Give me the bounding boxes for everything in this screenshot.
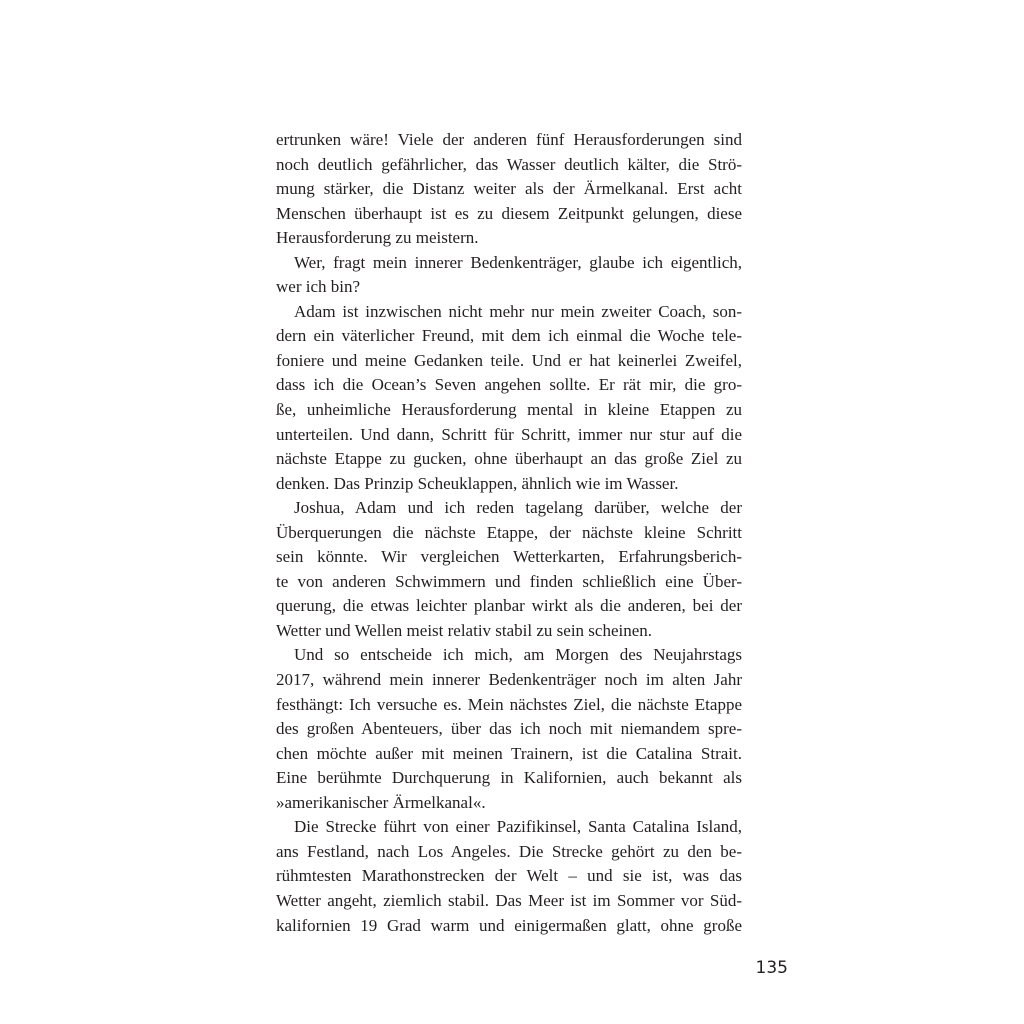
text-line: sein könnte. Wir vergleichen Wetterkarten, Erfahrungsberich- [276,547,742,567]
text-line: Joshua, Adam und ich reden tagelang darüber, welche der [294,498,742,518]
text-line: foniere und meine Gedanken teile. Und er hat keinerlei Zweifel, [276,350,742,370]
text-line: nächste Etappe zu gucken, ohne überhaupt an das große Ziel zu [276,449,742,469]
text-line: querung, die etwas leichter planbar wirkt als die anderen, bei der [276,596,742,616]
text-line: »amerikanischer Ärmelkanal«. [276,792,486,812]
text-line: Und so entscheide ich mich, am Morgen des Neujahrstags [294,645,742,665]
text-line: ertrunken wäre! Viele der anderen fünf Herausforderungen sind [276,130,742,149]
text-line: kalifornien 19 Grad warm und einigermaßen glatt, ohne große [276,915,742,935]
text-line: dern ein väterlicher Freund, mit dem ich einmal die Woche tele- [276,326,742,346]
text-line: mung stärker, die Distanz weiter als der Ärmelkanal. Erst acht [276,179,742,199]
text-line: Wetter angeht, ziemlich stabil. Das Meer ist im Sommer vor Süd- [276,890,742,910]
body-text [276,128,742,938]
text-line: Adam ist inzwischen nicht mehr nur mein zweiter Coach, son- [294,301,742,321]
text-line: te von anderen Schwimmern und finden schließlich eine Über- [276,571,742,591]
text-line: chen möchte außer mit meinen Trainern, ist die Catalina Strait. [276,743,742,763]
text-line: festhängt: Ich versuche es. Mein nächstes Ziel, die nächste Etappe [276,694,742,714]
text-line: dass ich die Ocean’s Seven angehen sollte. Er rät mir, die gro- [276,375,742,395]
text-line: Eine berühmte Durchquerung in Kalifornien, auch bekannt als [276,768,742,788]
text-line: Wetter und Wellen meist relativ stabil zu sein scheinen. [276,620,653,640]
text-line: 2017, während mein innerer Bedenkenträger noch im alten Jahr [276,670,742,690]
text-line: des großen Abenteuers, über das ich noch mit niemandem spre- [276,719,742,739]
page-number: 135 [755,958,788,978]
text-line: Menschen überhaupt ist es zu diesem Zeitpunkt gelungen, diese [276,203,742,223]
text-line: ans Festland, nach Los Angeles. Die Strecke gehört zu den be- [276,841,742,861]
text-line: Herausforderung zu meistern. [276,228,479,248]
text-line: denken. Das Prinzip Scheuklappen, ähnlich wie im Wasser. [276,473,679,493]
text-line: ße, unheimliche Herausforderung mental in kleine Etappen zu [276,400,742,420]
text-line: Wer, fragt mein innerer Bedenkenträger, glaube ich eigentlich, [294,252,742,272]
text-line: Überquerungen die nächste Etappe, der nächste kleine Schritt [276,522,742,542]
text-line: noch deutlich gefährlicher, das Wasser deutlich kälter, die Strö- [276,154,742,174]
text-line: Die Strecke führt von einer Pazifikinsel, Santa Catalina Island, [294,817,742,837]
text-line: rühmtesten Marathonstrecken der Welt – und sie ist, was das [276,866,742,886]
text-line: wer ich bin? [276,277,361,297]
text-line: unterteilen. Und dann, Schritt für Schritt, immer nur stur auf die [276,424,742,444]
